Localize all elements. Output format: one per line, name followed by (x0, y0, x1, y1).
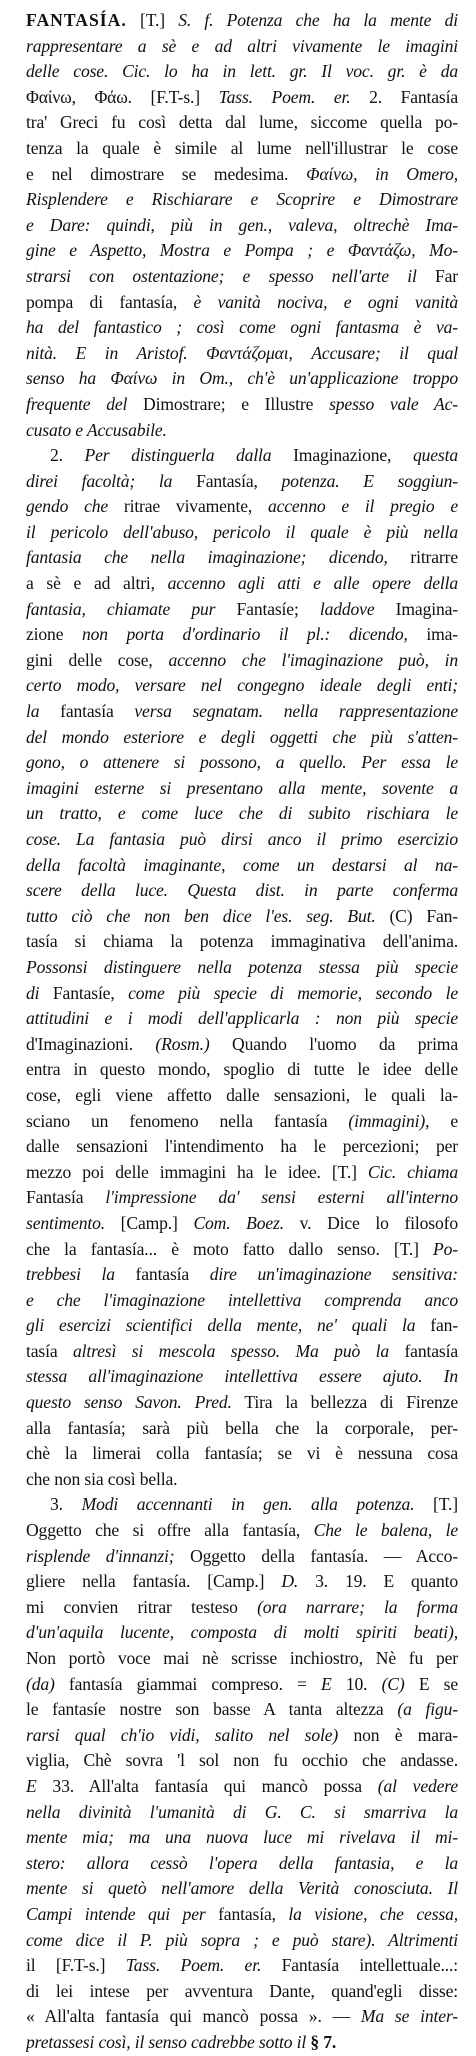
entry-text-run: [T.] (126, 10, 179, 30)
entry-text-run: Cic. chiama (367, 1161, 458, 1182)
entry-line (26, 1928, 458, 1954)
entry-line (26, 981, 458, 1007)
entry-text-run: Far (416, 265, 458, 286)
entry-text-run: strarsi con ostentazione; e spesso nell'arte il (26, 265, 417, 286)
entry-text-run: sciano un fenomeno nella fantasía (26, 1110, 349, 1131)
entry-text-run: fantasia che nella imaginazione; dicendo, (26, 547, 388, 568)
entry-text-run: tasía (26, 1340, 73, 1361)
entry-line (26, 853, 458, 879)
entry-text-run: fantasía (388, 1340, 458, 1361)
entry-text-run: cose. La fantasia può dirsi anco il primo esercizio (26, 829, 458, 849)
entry-text-run: Tass. Poem. er. (125, 1955, 262, 1976)
entry-text-run: l'impressione da' sensi esterni all'interno (105, 1187, 458, 1208)
entry-text-run: il pericolo dell'abuso, pericolo il quale è più nella (26, 521, 458, 542)
entry-line (26, 648, 458, 674)
entry-text-run: e che l'imaginazione intellettiva comprenda anco (26, 1289, 458, 1310)
entry-text-run: delle cose. Cic. lo ha in lett. gr. Il voc. gr. è da (26, 61, 458, 82)
entry-text-run: come più specie di memorie, secondo le (128, 982, 458, 1003)
entry-text-run: 10. (331, 1673, 382, 1694)
entry-text-run: fan- (415, 1315, 458, 1336)
entry-text-run: [T.] (414, 1494, 458, 1515)
entry-text-run: potenza. E soggiun- (281, 470, 458, 491)
entry-text-run: alla fantasía; sarà più bella che la corporale, per- (26, 1417, 458, 1438)
entry-text-run: (ora narrare; la forma (257, 1596, 458, 1617)
entry-text-run: tutto ciò che non ben dice l'es. seg. But. (26, 905, 376, 926)
entry-text-run: Quando l'uomo da prima (209, 1033, 458, 1054)
entry-line (26, 1620, 458, 1646)
entry-text-run: Po- (433, 1238, 458, 1259)
entry-line (26, 622, 458, 648)
entry-line (26, 110, 458, 136)
entry-text-run: scere della luce. Questa dist. in parte conferma (26, 880, 458, 901)
entry-text-run: gli esercizi scientifici della mente, ne' quali la (26, 1315, 416, 1336)
entry-line (26, 315, 458, 341)
entry-text-run: mi convien ritrar testeso (26, 1596, 258, 1617)
entry-text-run: tasía si chiama la potenza immaginativa dell'anima. (26, 931, 458, 952)
entry-line (26, 1723, 458, 1749)
entry-line (26, 1544, 458, 1570)
entry-text-run: gendo che (26, 496, 109, 517)
entry-text-run: Com. Boez. (193, 1212, 284, 1233)
entry-text-run: d'un'aquila lucente, composta di molti spiriti beati), (26, 1622, 458, 1643)
entry-text-run: pretassesi così, il senso cadrebbe sotto il (26, 2031, 307, 2052)
entry-text-run: chè la limerai colla fantasía; se vi è nessuna cosa (26, 1443, 458, 1464)
entry-line (26, 827, 458, 853)
entry-line (26, 1492, 458, 1518)
entry-text-run: il [F.T-s.] (26, 1955, 126, 1976)
entry-text-run: nità. E in Aristof. Φαντάζομαι, Accusare; il qual (26, 342, 458, 363)
entry-text-run: S. f. Potenza che ha la mente di (178, 10, 458, 30)
entry-text-run: la (26, 701, 40, 722)
entry-text-run: (C) Fan- (375, 905, 458, 926)
entry-text-run: (al vedere (377, 1775, 458, 1796)
entry-line (26, 1825, 458, 1851)
entry-line (26, 904, 458, 930)
entry-line (26, 1569, 458, 1595)
entry-text-run: a sè e ad altri, (26, 573, 168, 594)
entry-line (26, 1953, 458, 1979)
entry-text-run: accenno e il pregio e (267, 496, 458, 517)
entry-line (26, 1288, 458, 1314)
entry-text-run: (immagini) (348, 1110, 426, 1131)
entry-line (26, 929, 458, 955)
entry-line (26, 1134, 458, 1160)
entry-text-run: e nel dimostrare se medesima. (26, 163, 307, 184)
entry-line (26, 1032, 458, 1058)
entry-text-run: (da) (26, 1673, 55, 1694)
entry-line (26, 801, 458, 827)
entry-line (26, 392, 458, 418)
entry-line (26, 187, 458, 213)
entry-text-run: cusato e Accusabile. (26, 419, 167, 440)
entry-text-run: fantasía (39, 701, 135, 722)
entry-text-run: spesso vale Ac- (329, 393, 458, 414)
entry-text-run: (a figu- (397, 1699, 458, 1720)
entry-text-run: 2. Fantasía (350, 86, 458, 107)
entry-text-run: Fantasía (26, 1187, 106, 1208)
entry-text-run: E (321, 1673, 332, 1694)
entry-text-run: attitudini e i modi dell'applicarla : non più specie (26, 1008, 458, 1029)
entry-line (26, 1672, 458, 1698)
entry-line (26, 1083, 458, 1109)
entry-line (26, 1006, 458, 1032)
entry-text-run: risplende d'innanzi; (26, 1545, 175, 1566)
entry-line (26, 341, 458, 367)
entry-line (26, 750, 458, 776)
entry-text-run: v. Dice lo filosofo (284, 1212, 458, 1233)
entry-text-run: « All'alta fantasía qui mancò possa ». — (26, 2006, 361, 2027)
entry-text-run: D. (281, 1571, 299, 1592)
entry-text-run: rappresentare a sè e ad altri vivamente le imagini (26, 35, 458, 56)
entry-text-run: è vanità nociva, e ogni vanità (193, 291, 458, 312)
entry-text-run: della facoltà imaginante, come un destarsi al na- (26, 854, 458, 875)
entry-text-run: trebbesi la (26, 1264, 115, 1285)
entry-text-run: fantasía (114, 1264, 210, 1285)
entry-line (26, 1902, 458, 1928)
entry-text-run: Dimostrare; e Illustre (127, 393, 330, 414)
entry-text-run: pompa di fantasía, (26, 291, 194, 312)
entry-text-run: ha del fantastico ; così come ogni fantasma è va- (26, 317, 458, 338)
entry-text-run: frequente del (26, 393, 128, 414)
entry-line (26, 1262, 458, 1288)
entry-text-run: fantasía giammai compreso. = (54, 1673, 322, 1694)
entry-line (26, 1748, 458, 1774)
entry-text-run: 2. (50, 445, 85, 466)
entry-text-run: imagini esterne si presentano alla mente, sovente a (26, 777, 458, 798)
entry-text-run: gini delle cose, (26, 649, 169, 670)
entry-line (26, 1185, 458, 1211)
entry-text-run: cose, egli viene affetto dalle sensazioni, le quali la- (26, 1084, 458, 1105)
entry-text-run: Per distinguerla dalla (84, 445, 272, 466)
entry-text-run: certo modo, versare nel congegno ideale degli enti; (26, 675, 458, 696)
entry-text-run: Fantasía, (172, 470, 282, 491)
entry-text-run: fantasia, chiamate pur (26, 598, 216, 619)
entry-text-run: Possonsi distinguere nella potenza stessa più specie (26, 956, 458, 977)
entry-line (26, 1518, 458, 1544)
entry-text-run: rarsi qual ch'io vidi, salito nel sole) (26, 1724, 339, 1745)
entry-text-run: sentimento. (26, 1212, 105, 1233)
entry-line (26, 1441, 458, 1467)
entry-text-run: zione (26, 624, 82, 645)
entry-text-run: 3. (50, 1494, 82, 1515)
entry-line (26, 1595, 458, 1621)
entry-text-run: E se (404, 1673, 458, 1694)
entry-text-run: nella divinità l'umanità di G. C. si smarriva la (26, 1801, 458, 1822)
entry-text-run: Risplendere e Rischiarare e Scoprire e Dimostrare (26, 189, 458, 210)
entry-line (26, 136, 458, 162)
entry-line (26, 443, 458, 469)
entry-text-run: che non sia così bella. (26, 1468, 178, 1489)
entry-line (26, 1364, 458, 1390)
entry-text-run: laddove (319, 598, 375, 619)
entry-text-run: entra in questo mondo, spoglio di tutte le idee delle (26, 1059, 458, 1080)
entry-text-run: ritrae vivamente, (108, 496, 268, 517)
entry-text-run: tenza la quale è simile al lume nell'illustrar le cose (26, 137, 458, 158)
entry-text-run: e Dare: quindi, più in gen., valeva, oltrechè Ima- (26, 214, 458, 235)
entry-text-run: dire un'imaginazione sensitiva: (209, 1264, 458, 1285)
entry-text-run: mezzo poi delle immagini ha le idee. [T.] (26, 1161, 368, 1182)
entry-line (26, 8, 458, 34)
entry-text-run: Fantasíe; (215, 598, 320, 619)
entry-text-run: Φαίνω, Φάω. [F.T-s.] (26, 86, 219, 107)
dictionary-entry-fantasia (26, 8, 458, 2056)
entry-text-run: stero: allora cessò l'opera della fantasia, e la (26, 1852, 458, 1873)
entry-line (26, 1109, 458, 1135)
entry-text-run: Che le balena, le (313, 1520, 458, 1541)
entry-line (26, 1876, 458, 1902)
entry-line (26, 290, 458, 316)
entry-line (26, 59, 458, 85)
entry-text-run: (Rosm.) (155, 1033, 210, 1054)
entry-text-run: dalle sensazioni l'intendimento ha le percezioni; per (26, 1136, 458, 1157)
entry-line (26, 469, 458, 495)
entry-text-run: gono, o attenere si possono, a quello. Per essa le (26, 752, 458, 773)
entry-line (26, 1211, 458, 1237)
entry-text-run: la visione, che cessa, (288, 1903, 458, 1924)
entry-text-run: viglia, Chè sovra 'l sol non fu occhio che andasse. (26, 1750, 458, 1771)
entry-line (26, 1339, 458, 1365)
entry-line (26, 776, 458, 802)
entry-text-run: stessa all'imaginazione intellettiva essere ajuto. In (26, 1366, 458, 1387)
entry-text-run: Oggetto della fantasía. — Acco- (174, 1545, 458, 1566)
entry-line (26, 597, 458, 623)
entry-text-run: non porta d'ordinario il pl.: dicendo, (81, 624, 408, 645)
entry-text-run: E (26, 1775, 37, 1796)
entry-line (26, 673, 458, 699)
entry-line (26, 545, 458, 571)
entry-text-run: accenno che l'imaginazione può, in (168, 649, 458, 670)
entry-text-run: Tass. Poem. er. (218, 86, 351, 107)
entry-text-run: [Camp.] (104, 1212, 194, 1233)
entry-text-run: ritrarre (387, 547, 458, 568)
entry-line (26, 2030, 458, 2056)
entry-line (26, 1390, 458, 1416)
entry-text-run: questa (412, 445, 458, 466)
entry-text-run: , e (425, 1110, 458, 1131)
entry-text-run: Non portò voce mai nè scrisse inchiostro, Nè fu per (26, 1648, 458, 1668)
entry-line (26, 699, 458, 725)
entry-text-run: non è mara- (338, 1724, 458, 1745)
entry-text-run: versa segnatam. nella rappresentazione (134, 701, 458, 722)
entry-text-run: di (26, 982, 40, 1003)
entry-text-run: 33. All'alta fantasía qui mancò possa (36, 1775, 378, 1796)
entry-text-run: Ma se inter- (360, 2006, 458, 2027)
entry-text-run: mente si quetò nell'amore della Verità conosciuta. Il (26, 1878, 458, 1899)
entry-line (26, 1057, 458, 1083)
entry-line (26, 1160, 458, 1186)
entry-line (26, 366, 458, 392)
entry-text-run: senso ha Φαίνω in Om., ch'è un'applicazione troppo (26, 368, 458, 389)
entry-line (26, 1697, 458, 1723)
entry-text-run: direi facoltà; la (26, 470, 173, 491)
entry-line (26, 162, 458, 188)
entry-text-run: un tratto, e come luce che di subito rischiara le (26, 803, 458, 824)
headword: FANTASÍA. (26, 10, 127, 30)
entry-text-run: le fantasíe nostre son basse A tanta altezza (26, 1699, 398, 1720)
entry-line (26, 571, 458, 597)
entry-text-run: Imaginazione, (271, 445, 413, 466)
entry-text-run: gine e Aspetto, Mostra e Pompa ; e Φαντάζω, Mo- (26, 240, 458, 261)
entry-text-run: del mondo esteriore e degli oggetti che più s'atten- (26, 726, 458, 747)
entry-line (26, 1467, 458, 1493)
entry-text-run: mente mia; ma una nuova luce mi rivelava il mi- (26, 1827, 458, 1848)
entry-text-run: Imagina- (374, 598, 458, 619)
entry-text-run: che la fantasía... è moto fatto dallo senso. [T.] (26, 1238, 434, 1259)
entry-line (26, 418, 458, 444)
entry-line (26, 494, 458, 520)
entry-text-run: Tira la bellezza di Firenze (231, 1392, 458, 1413)
entry-line (26, 1237, 458, 1263)
entry-text-run: fantasía, (205, 1903, 289, 1924)
entry-line (26, 1774, 458, 1800)
entry-line (26, 34, 458, 60)
entry-text-run: altresì si mescola spesso. Ma può la (72, 1340, 389, 1361)
entry-line (26, 955, 458, 981)
entry-line (26, 2004, 458, 2030)
entry-line (26, 1979, 458, 2005)
entry-text-run: (C) (381, 1673, 405, 1694)
entry-text-run: 3. 19. E quanto (298, 1571, 458, 1592)
entry-line (26, 878, 458, 904)
entry-text-run: accenno agli atti e alle opere della (167, 573, 458, 594)
entry-text-run: di lei intese per avventura Dante, quand'egli disse: (26, 1980, 458, 2001)
entry-text-run: Φαίνω, in Omero, (306, 163, 458, 184)
entry-line (26, 238, 458, 264)
entry-text-run: come dice il P. più sopra ; e può stare). Altrimenti (26, 1929, 458, 1950)
entry-line (26, 1646, 458, 1672)
entry-text-run: questo senso Savon. Pred. (26, 1392, 232, 1413)
entry-text-run: § 7. (306, 2031, 337, 2052)
entry-text-run: Modi accennanti in gen. alla potenza. (81, 1494, 415, 1515)
entry-text-run: Fantasía intellettuale...: (261, 1955, 458, 1976)
entry-line (26, 85, 458, 111)
entry-line (26, 264, 458, 290)
entry-line (26, 725, 458, 751)
entry-line (26, 1416, 458, 1442)
entry-line (26, 1800, 458, 1826)
entry-text-run: tra' Greci fu così detta dal lume, siccome quella po- (26, 112, 458, 133)
entry-text-run: d'Imaginazioni. (26, 1033, 156, 1054)
entry-text-run: Campi intende qui per (26, 1903, 206, 1924)
entry-line (26, 213, 458, 239)
entry-text-run: Oggetto che si offre alla fantasía, (26, 1520, 314, 1541)
entry-line (26, 520, 458, 546)
entry-text-run: Fantasíe, (39, 982, 129, 1003)
entry-text-run: gliere nella fantasía. [Camp.] (26, 1571, 282, 1592)
entry-line (26, 1851, 458, 1877)
entry-line (26, 1313, 458, 1339)
entry-text-run: ima- (407, 624, 458, 645)
